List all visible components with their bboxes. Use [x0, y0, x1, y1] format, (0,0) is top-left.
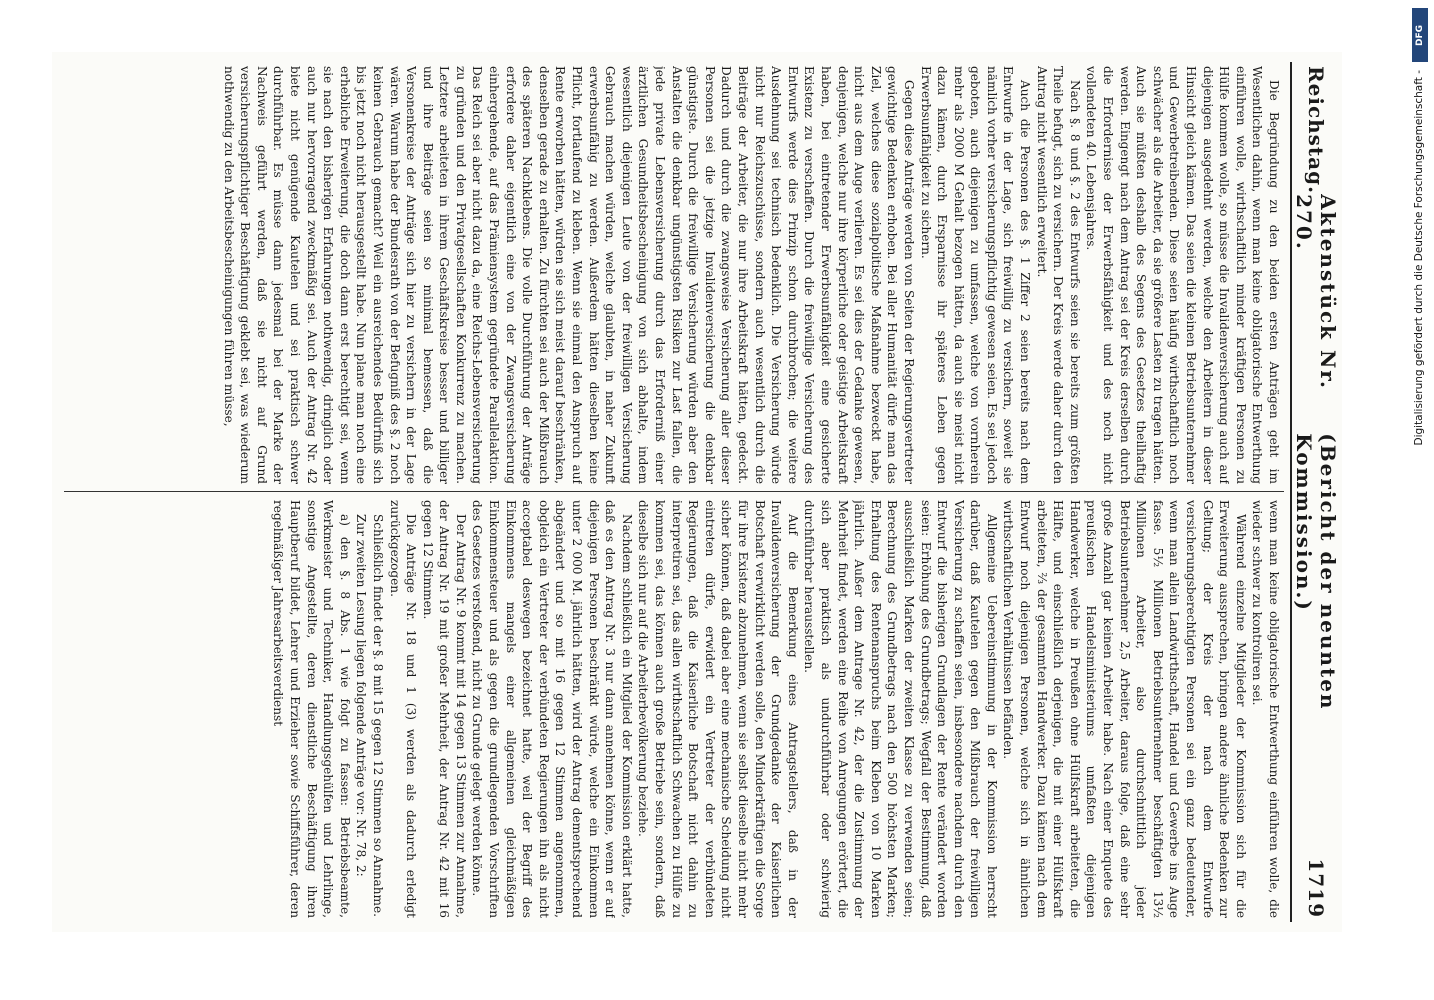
- paragraph: Schließlich findet der §. 8 mit 15 gegen 12 Stimmen so Annahme.: [370, 514, 385, 918]
- paragraph: Gegen diese Anträge werden von Seiten der Regierungsvertreter gewichtige Bedenken erhoben. Bei aller Humanität dürfe man das Ziel, welches diese sozialpolitische Maßnahme bezweckt habe, nicht aus dem Auge verlieren. Es sei dies der Gedanke gewesen, denjenigen, welche nur ihre körperliche oder geistige Arbeitskraft haben, bei eintretender Erwerbsunfähigkeit eine gesicherte Existenz zu verschaffen. Durch die freiwillige Versicherung des Entwurfs werde dies Prinzip schon durchbrochen; die weitere Ausdehnung sei technisch bedenklich. Die Versicherung würde nicht nur Reichszuschüsse, sondern auch wesentlich durch die Beiträge der Arbeiter, die nur ihre Arbeitskraft hätten, gedeckt. Dadurch und durch die zwangsweise Versicherung aller dieser Personen sei die jetzige Invalidenversicherung die denkbar günstigste. Durch die freiwillige Versicherung würden aber den Anstalten die denkbar ungünstigsten Risiken zur Last fallen, die jede private Lebensversicherung durch das Erforderniß einer ärztlichen Gesundheitsbescheinigung von sich abhalte, indem wesentlich diejenigen Leute von der freiwilligen Versicherung Gebrauch machen würden, welche glaubten, in naher Zukunft erwerbsunfähig zu werden. Außerdem hätten dieselben keine Pflicht, fortlaufend zu kleben. Wenn sie einmal den Anspruch auf Rente erworben hätten, würden sie sich meist darauf beschränken, denselben gerade zu erhalten. Zu fürchten sei auch der Mißbrauch des späteren Nachklebens. Die volle Durchführung der Anträge erfordere daher eigentlich eine von der Zwangsversicherung einhergehende, auf das Prämiensystem gegründete Parallelaktion. Das Reich sei aber nicht dazu da, eine Reichs-Lebensversicherung zu gründen und den Privatgesellschaften Konkurrenz zu machen. Letztere arbeiteten in ihrem Geschäftskreise besser und billiger und ihre Beiträge seien so minimal bemessen, daß die Versonenkreise der Anträge sich hier zu versichern in der Lage wären. Warum habe der Bundesrath von der Befugniß des §. 2 noch keinen Gebrauch gemacht? Weil ein ausreichendes Bedürfniß sich bis jetzt noch nicht herausgestellt habe. Nun plane man noch eine erhebliche Erweiterung, die doch dann erst berechtigt sei, wenn sie nach den bisherigen Erfahrungen nothwendig, dringlich oder auch nur hervorragend zweckmäßig sei. Auch der Antrag Nr. 42 biete nicht genügende Kautelen und sei praktisch schwer durchführbar. Es müsse dann jedesmal bei der Marke der Nachweis geführt werden, daß sie nicht auf Grund versicherungspflichtiger Beschäftigung geklebt sei, was wiederum nothwendig zu den Arbeitsbescheinigungen führen müsse,: [221, 66, 916, 484]
- paragraph: Die Begründung zu den beiden ersten Anträgen geht im Wesentlichen dahin, wenn man keine obligatorische Entwerthung einführen wolle, wirthschaftlich minder kräftigen Personen zu Hülfe kommen wolle, so müsse die Invalidenversicherung auch auf diejenigen ausgedehnt werden, welche den Arbeitern in dieser Hinsicht gleich kämen. Das seien die kleinen Betriebsunternehmer und Gewerbetreibenden. Diese seien häufig wirthschaftlich noch schwächer als die Arbeiter, da sie größere Lasten zu tragen hätten. Auch sie müßten deshalb des Segens des Gesetzes theilhaftig werden. Eingengt nach dem Antrag sei der Kreis derselben durch die Erfordernisse der Erwerbsfähigkeit und des noch nicht vollendeten 40. Lebensjahres.: [1084, 66, 1281, 484]
- paragraph: Nachdem schließlich ein Mitglied der Kommission erklärt hatte, daß es den Antrag Nr. 3 nur dann annehmen könne, wenn er auf diejenigen Personen beschränkt würde, welche ein Einkommen unter 2 000 M. jährlich hätten, wird der Antrag dementsprechend abgeändert und so mit 16 gegen 12 Stimmen angenommen, obgleich ein Vertreter der verbündeten Regierungen ihn als nicht acceptabel deswegen bezeichnet hatte, weil der Begriff des Einkommens mangels einer allgemeinen gleichmäßigen Einkommensteuer und als gegen die grundlegenden Vorschriften des Gesetzes verstoßend, nicht zu Grunde gelegt werden könne.: [470, 500, 634, 918]
- paragraph: Nach §. 8 und §. 2 des Entwurfs seien sie bereits zum größten Theile befugt, sich zu versichern. Der Kreis werde daher durch den Antrag nicht wesentlich erweitert.: [1034, 66, 1082, 484]
- paragraph: Zur zweiten Lesung liegen folgende Anträge vor: Nr. 78, 2:: [354, 514, 369, 877]
- dfg-logo: [1412, 8, 1428, 62]
- scanned-page: [52, 52, 1342, 932]
- header-left: Reichstag.: [1304, 66, 1328, 195]
- paragraph: Der Antrag Nr. 9 kommt mit 14 gegen 13 Stimmen zur Annahme, der Antrag Nr. 19 mit großer Mehrheit, der Antrag Nr. 42 mit 16 gegen 12 Stimmen.: [420, 500, 468, 918]
- paragraph: Allgemeine Uebereinstimmung in der Kommission herrscht darüber, daß Kautelen gegen den Mißbrauch der freiwilligen Versicherung zu schaffen seien, insbesondere nachdem durch den Entwurf die bisherigen Grundlagen der Rente verändert worden seien: Erhöhung des Grundbetrags; Wegfall der Bestimmung, daß ausschließlich Marken der zweiten Klasse zu verwenden seien; Berechnung des Grundbetrags nach den 500 höchsten Marken; Erhaltung des Rentenanspruchs beim Kleben von 10 Marken jährlich. Außer dem Antrage Nr. 42, der die Zustimmung der Mehrheit findet, werden eine Reihe von Anregungen erörtert, die sich aber praktisch als undurchführbar oder schwierig durchführbar herausstellen.: [802, 500, 999, 918]
- right-column: [67, 500, 1282, 918]
- paragraph: wenn man keine obligatorische Entwerthung einführen wolle, die wieder schwer zu kontroliren sei.: [1250, 500, 1281, 918]
- page-number: 1719: [1304, 858, 1328, 918]
- paragraph: Während einzelne Mitglieder der Kommission sich für die Erweiterung aussprechen, bringen andere ähnliche Bedenken zur Geltung; der Kreis der nach dem Entwurfe versicherungsberechtigten Personen sei ein ganz bedeutender, wenn man allein Landwirthschaft, Handel und Gewerbe ins Auge fasse. 5½ Millionen Betriebsunternehmer beschäftigten 13½ Millionen Arbeiter, also durchschnittlich jeder Betriebsunternehmer 2,5 Arbeiter, daraus folge, daß eine sehr große Anzahl gar keinen Arbeiter habe. Nach einer Enquete des preußischen Handelsministeriums umfaßten diejenigen Handwerker, welche in Preußen ohne Hülfskraft arbeiteten, die Hälfte, und einschließlich derjenigen, die mit einer Hülfskraft arbeiteten, ⅔ der gesammten Handwerker. Dazu kämen nach dem Entwurf noch diejenigen Personen, welche sich in ähnlichen wirthschaftlichen Verhältnissen befänden.: [1001, 500, 1248, 918]
- header-rule: [1290, 62, 1292, 922]
- credit-text: Digitalisierung gefördert durch die Deutsche Forschungsgemeinschaft -: [1413, 70, 1425, 446]
- paragraph: Auch die Personen des §. 1 Ziffer 2 seien bereits nach dem Entwurfe in der Lage, sich freiwillig zu versichern, soweit sie nämlich vorher versicherungspflichtig gewesen seien. Es sei jedoch geboten, auch diejenigen zu umfassen, welche von vornherein mehr als 2000 M Gehalt bezogen hätten, da auch sie meist nicht dazu kämen, durch Ersparnisse ihr späteres Leben gegen Erwerbsunfähigkeit zu sichern.: [918, 66, 1033, 484]
- page-header: [1294, 66, 1338, 918]
- header-section-title: (Bericht der neunten Kommission.): [1292, 433, 1340, 711]
- left-column: [67, 66, 1282, 484]
- paragraph: a) den §. 8 Abs. 1 wie folgt zu fassen: Betriebsbeamte, Werkmeister und Techniker, Handlungsgehülfen und Lehrlinge, sonstige Angestellte, deren dienstliche Beschäftigung ihren Hauptberuf bildet, Lehrer und Erzieher sowie Schiffsführer, deren regelmäßiger Jahresarbeitsverdienst: [271, 500, 352, 918]
- digitization-credit: [1406, 8, 1432, 992]
- dfg-logo-text: DFG: [1415, 24, 1425, 46]
- paragraph: Auf die Bemerkung eines Antragstellers, daß in der Invalidenversicherung der Grundgedanke der Kaiserlichen Botschaft verwirklicht werden solle, den Minderkräftigen die Sorge für ihre Existenz abzunehmen, wenn sie selbst dieselbe nicht mehr sicher können, daß dabei aber eine mechanische Scheidung nicht eintreten dürfe, erwidert ein Vertreter der verbündeten Regierungen, daß die Kaiserliche Botschaft nicht dahin zu interpretiren sei, das allen wirthschaftlich Schwachen zu Hülfe zu kommen sei, das können auch große Betriebe sein, sondern, daß dieselbe sich nur auf die Arbeiterbevölkerung beziehe.: [636, 500, 800, 918]
- paragraph: Die Anträge Nr. 18 und 1 (3) werden als dadurch erledigt zurückgezogen.: [387, 500, 419, 918]
- header-document-number: Aktenstück Nr. 270.: [1292, 194, 1340, 390]
- column-divider: [64, 491, 1284, 492]
